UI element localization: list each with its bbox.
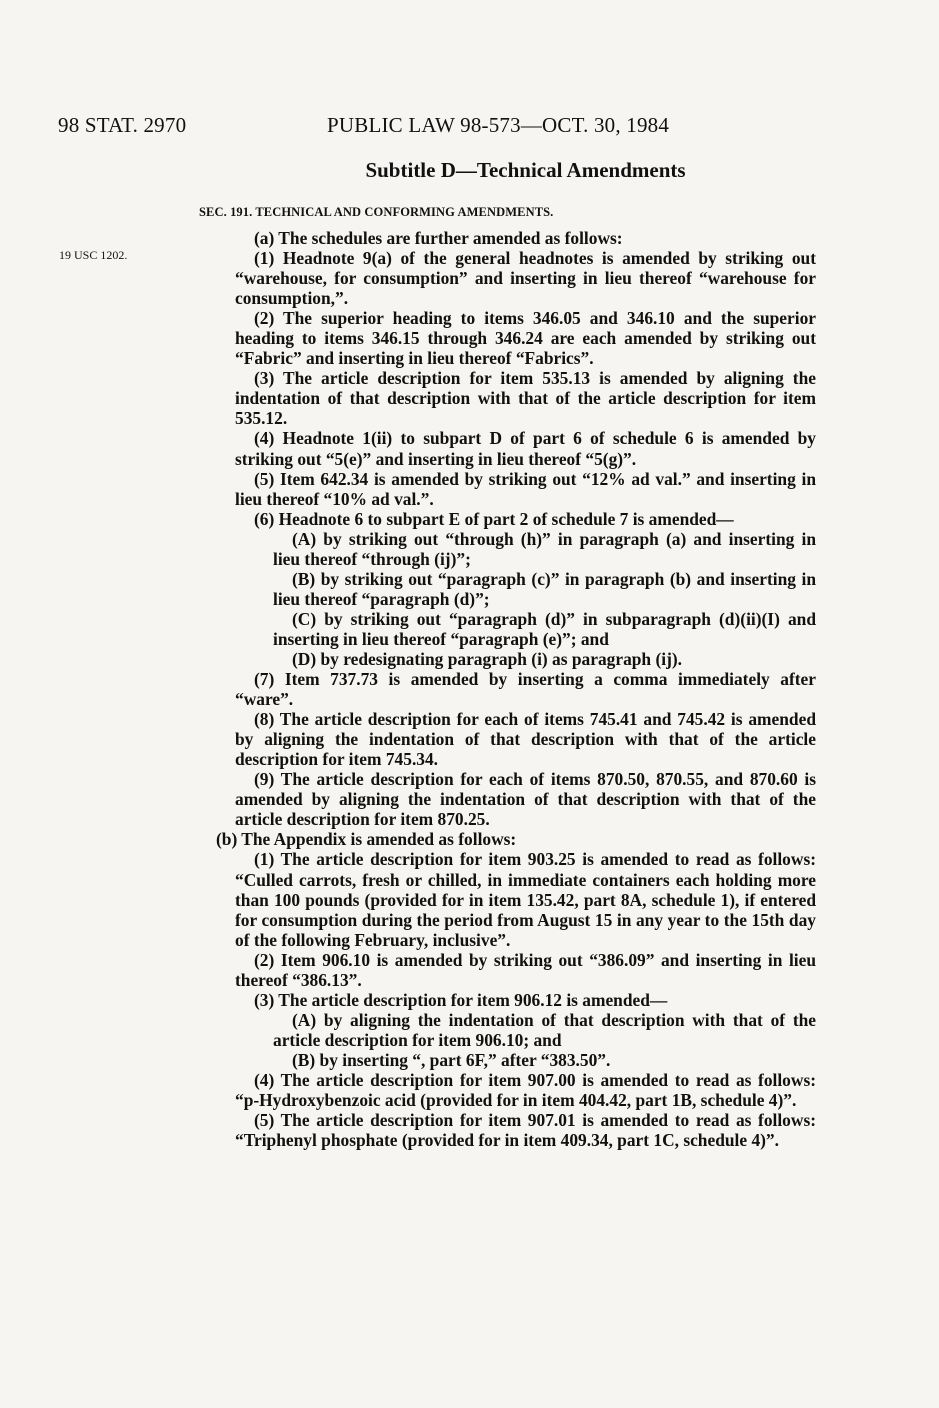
paragraph-a-2: (2) The superior heading to items 346.05 and 346.10 and the superior heading to items 346.15 through 346.24 are each amended by striking out “Fabric” and inserting in lieu thereof “Fabrics”. [235, 308, 816, 369]
paragraph-b-3: (3) The article description for item 906.12 is amended— [254, 989, 668, 1010]
paragraph-a-6-D: (D) by redesignating paragraph (i) as paragraph (ij). [292, 648, 683, 669]
paragraph-a-1: (1) Headnote 9(a) of the general headnotes is amended by striking out “warehouse, for consumption” and inserting in lieu thereof “warehouse for consumption,”. [235, 248, 816, 309]
subtitle-heading: Subtitle D—Technical Amendments [365, 158, 686, 182]
paragraph-a-6-C: (C) by striking out “paragraph (d)” in subparagraph (d)(ii)(I) and inserting in lieu thereof “paragraph (e)”; and [273, 608, 816, 649]
paragraph-b-2: (2) Item 906.10 is amended by striking out “386.09” and inserting in lieu thereof “386.13”. [235, 949, 816, 990]
paragraph-b-4: (4) The article description for item 907.00 is amended to read as follows: “p-Hydroxybenzoic acid (provided for in item 404.42, part 1B, schedule 4)”. [235, 1069, 816, 1111]
paragraph-a-5: (5) Item 642.34 is amended by striking out “12% ad val.” and inserting in lieu thereof “10% ad val.”. [235, 468, 816, 509]
section-heading: SEC. 191. TECHNICAL AND CONFORMING AMENDMENTS. [199, 205, 554, 219]
paragraph-a: (a) The schedules are further amended as follows: [254, 228, 623, 248]
paragraph-b: (b) The Appendix is amended as follows: [216, 829, 517, 850]
paragraph-b-3-B: (B) by inserting “, part 6F,” after “383.50”. [292, 1049, 611, 1070]
paragraph-a-6: (6) Headnote 6 to subpart E of part 2 of schedule 7 is amended— [254, 508, 734, 529]
paragraph-b-3-A: (A) by aligning the indentation of that description with that of the article description for item 906.10; and [273, 1009, 816, 1050]
paragraph-a-4: (4) Headnote 1(ii) to subpart D of part 6 of schedule 6 is amended by striking out “5(e)” and inserting in lieu thereof “5(g)”. [235, 428, 816, 469]
paragraph-b-1: (1) The article description for item 903.25 is amended to read as follows: “Culled carrots, fresh or chilled, in immediate containers each holding more than 100 pounds (provided for in item 135.42, part 8A, schedule 1), if entered for consumption during the period from August 15 in any year to the 15th day of the following February, inclusive”. [235, 849, 816, 950]
paragraph-a-7: (7) Item 737.73 is amended by inserting a comma immediately after “ware”. [235, 669, 816, 710]
paragraph-a-6-B: (B) by striking out “paragraph (c)” in paragraph (b) and inserting in lieu thereof “paragraph (d)”; [273, 568, 816, 609]
document-body [216, 228, 816, 1151]
paragraph-a-3: (3) The article description for item 535.13 is amended by aligning the indentation of that description with that of the article description for item 535.12. [235, 368, 816, 429]
paragraph-a-9: (9) The article description for each of items 870.50, 870.55, and 870.60 is amended by aligning the indentation of that description with that of the article description for item 870.25. [235, 769, 816, 830]
public-law-citation: PUBLIC LAW 98-573—OCT. 30, 1984 [327, 113, 670, 137]
paragraph-b-5: (5) The article description for item 907.01 is amended to read as follows: “Triphenyl phosphate (provided for in item 409.34, part 1C, schedule 4)”. [235, 1110, 816, 1151]
paragraph-a-8: (8) The article description for each of items 745.41 and 745.42 is amended by aligning the indentation of that description with that of the article description for item 745.34. [235, 709, 816, 770]
margin-note: 19 USC 1202. [59, 248, 128, 262]
statute-page-number: 98 STAT. 2970 [58, 113, 187, 137]
paragraph-a-6-A: (A) by striking out “through (h)” in paragraph (a) and inserting in lieu thereof “through (ij)”; [273, 528, 816, 569]
